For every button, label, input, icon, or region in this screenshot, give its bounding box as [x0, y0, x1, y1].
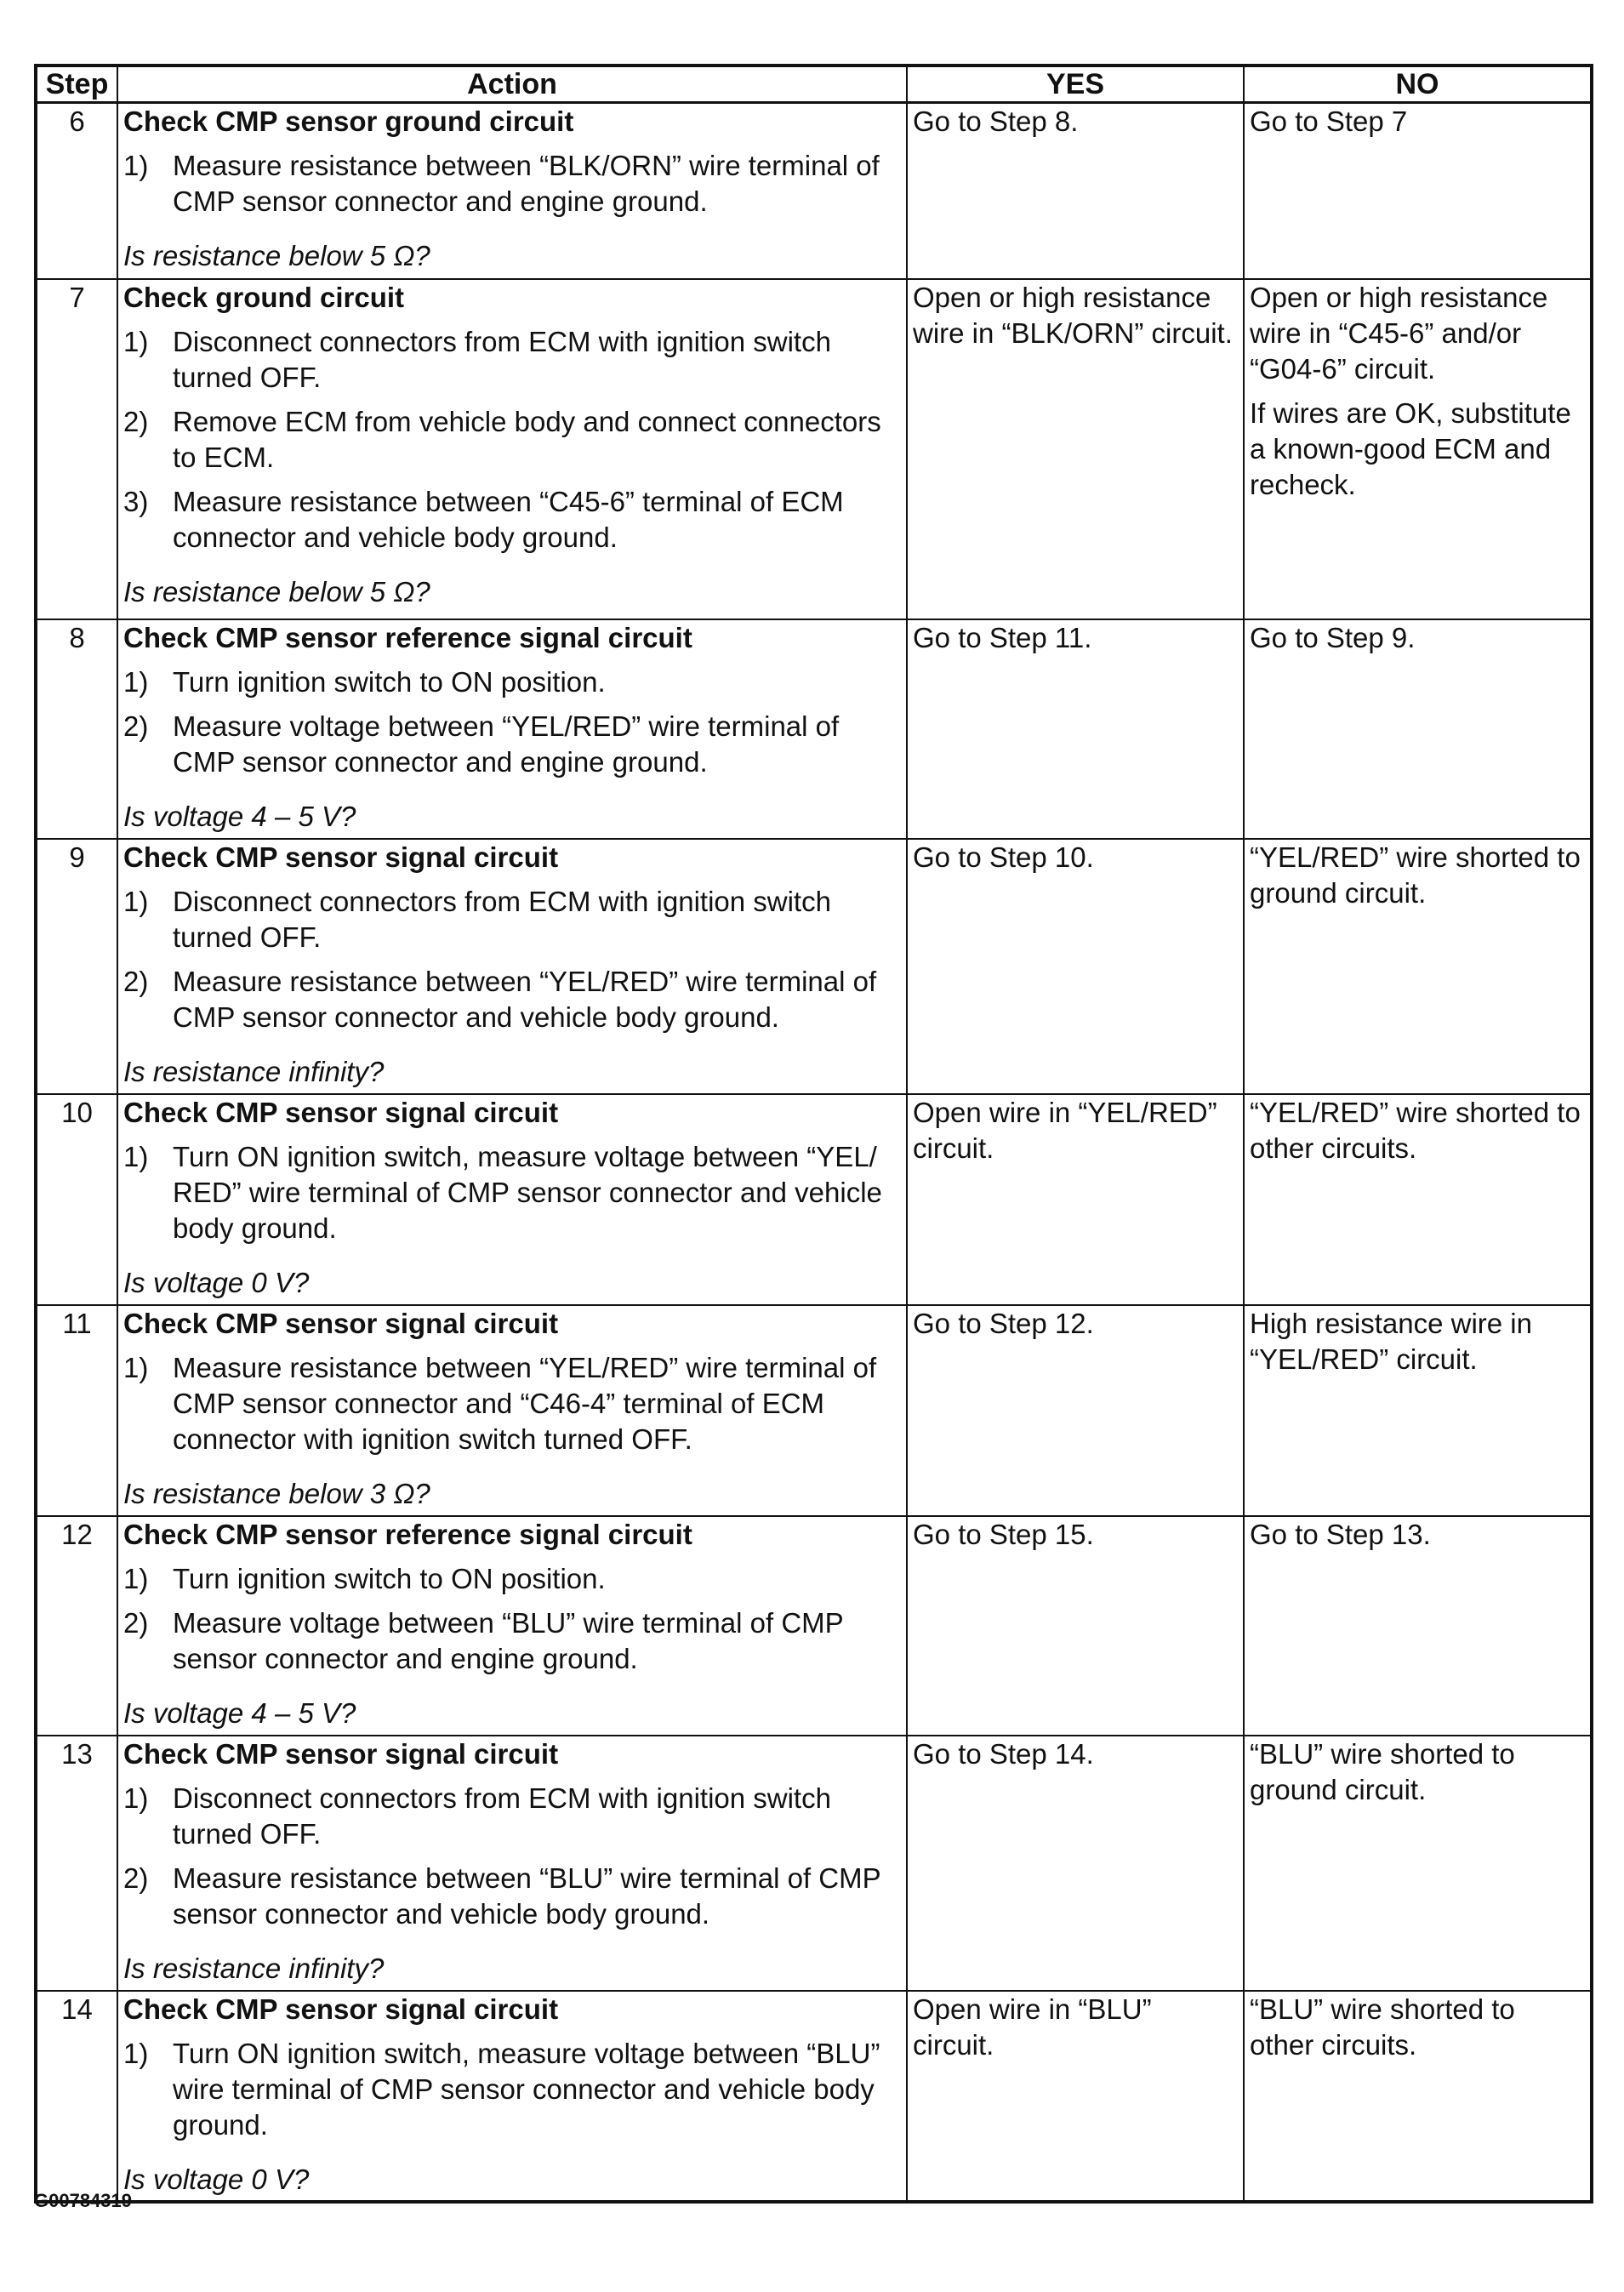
no-result	[1244, 103, 1592, 279]
action-title: Check CMP sensor reference signal circuit	[123, 1518, 692, 1550]
sub-step-text: Measure resistance between “YEL/RED” wire terminal of CMP sensor connector and “C46-4” terminal of ECM connector with ignition switch turned OFF.	[173, 1351, 877, 1455]
no-result	[1244, 619, 1592, 839]
sub-step	[123, 324, 903, 396]
yes-result: Go to Step 12.	[907, 1305, 1244, 1516]
sub-step-text: Measure voltage between “YEL/RED” wire terminal of CMP sensor connector and engine ground.	[173, 710, 840, 778]
step-column-header: Step	[36, 66, 117, 103]
no-result-line: “BLU” wire shorted to other circuits.	[1250, 1993, 1515, 2061]
sub-step-text: Measure resistance between “C45-6” terminal of ECM connector and vehicle body ground.	[173, 485, 844, 553]
check-question: Is voltage 4 – 5 V?	[123, 1696, 356, 1729]
yes-result: Go to Step 8.	[907, 103, 1244, 279]
table-row	[36, 1516, 1592, 1736]
yes-result: Open wire in “YEL/RED” circuit.	[907, 1094, 1244, 1305]
sub-step	[123, 1561, 903, 1597]
step-number: 10	[36, 1094, 117, 1305]
sub-step	[123, 2036, 903, 2143]
sub-step	[123, 884, 903, 955]
yes-result: Go to Step 10.	[907, 839, 1244, 1094]
action-title: Check CMP sensor signal circuit	[123, 1307, 559, 1339]
no-result-line: “BLU” wire shorted to ground circuit.	[1250, 1737, 1515, 1805]
yes-column-header: YES	[907, 66, 1244, 103]
table-row	[36, 1305, 1592, 1516]
action-title: Check ground circuit	[123, 281, 405, 313]
yes-result: Go to Step 15.	[907, 1516, 1244, 1736]
sub-step-number: 2)	[123, 1606, 149, 1639]
table-row	[36, 1736, 1592, 1991]
check-question: Is resistance below 5 Ω?	[123, 575, 430, 607]
sub-step	[123, 148, 903, 220]
action-cell	[117, 619, 907, 839]
no-result	[1244, 1516, 1592, 1736]
table-row	[36, 839, 1592, 1094]
sub-step-number: 1)	[123, 1782, 149, 1814]
step-number: 7	[36, 279, 117, 619]
sub-step-text: Remove ECM from vehicle body and connect connectors to ECM.	[173, 405, 881, 473]
yes-result: Open or high resistance wire in “BLK/ORN” circuit.	[907, 279, 1244, 619]
sub-step-number: 1)	[123, 325, 149, 357]
action-title: Check CMP sensor signal circuit	[123, 1737, 559, 1770]
no-result-line: Go to Step 9.	[1250, 621, 1416, 653]
step-number: 12	[36, 1516, 117, 1736]
figure-code: G00784319	[34, 2190, 132, 2211]
action-column-header: Action	[117, 66, 907, 103]
sub-step-text: Measure resistance between “BLK/ORN” wire terminal of CMP sensor connector and engine ground.	[173, 150, 880, 217]
yes-result: Go to Step 11.	[907, 619, 1244, 839]
sub-step-number: 2)	[123, 1862, 149, 1894]
no-result-line: Go to Step 13.	[1250, 1518, 1431, 1550]
sub-step	[123, 664, 903, 700]
sub-step-text: Measure voltage between “BLU” wire terminal of CMP sensor connector and engine ground.	[173, 1606, 844, 1674]
no-result-line: If wires are OK, substitute a known-good ECM and recheck.	[1250, 396, 1571, 500]
sub-step-number: 2)	[123, 405, 149, 437]
sub-step	[123, 484, 903, 556]
no-result	[1244, 1991, 1592, 2202]
sub-step-text: Disconnect connectors from ECM with ignition switch turned OFF.	[173, 1782, 831, 1850]
sub-step	[123, 1781, 903, 1852]
no-result	[1244, 1736, 1592, 1991]
action-cell	[117, 1516, 907, 1736]
no-result	[1244, 1305, 1592, 1516]
sub-step-text: Turn ON ignition switch, measure voltage between “BLU” wire terminal of CMP sensor connector and vehicle body ground.	[173, 2037, 880, 2141]
sub-step	[123, 709, 903, 780]
sub-step-number: 3)	[123, 485, 149, 517]
no-result-line: Open or high resistance wire in “C45-6” and/or “G04-6” circuit.	[1250, 281, 1548, 385]
step-number: 13	[36, 1736, 117, 1991]
action-title: Check CMP sensor signal circuit	[123, 1096, 559, 1128]
action-cell	[117, 1094, 907, 1305]
step-number: 14	[36, 1991, 117, 2202]
no-result-line: “YEL/RED” wire shorted to other circuits.	[1250, 1096, 1581, 1164]
table-header-row	[36, 66, 1592, 103]
action-cell	[117, 1991, 907, 2202]
yes-result: Go to Step 14.	[907, 1736, 1244, 1991]
step-number: 6	[36, 103, 117, 279]
sub-step-number: 1)	[123, 1140, 149, 1172]
table-row	[36, 279, 1592, 619]
step-number: 11	[36, 1305, 117, 1516]
yes-result: Open wire in “BLU” circuit.	[907, 1991, 1244, 2202]
sub-step	[123, 964, 903, 1035]
table-row	[36, 103, 1592, 279]
table-body	[36, 103, 1592, 2202]
step-number: 9	[36, 839, 117, 1094]
no-result-line: High resistance wire in “YEL/RED” circuit.	[1250, 1307, 1532, 1375]
sub-step-text: Disconnect connectors from ECM with ignition switch turned OFF.	[173, 325, 831, 393]
no-result	[1244, 839, 1592, 1094]
action-title: Check CMP sensor ground circuit	[123, 105, 574, 137]
troubleshooting-table	[34, 64, 1593, 2204]
sub-step-text: Measure resistance between “BLU” wire terminal of CMP sensor connector and vehicle body ground.	[173, 1862, 881, 1930]
table-row	[36, 1094, 1592, 1305]
sub-step-text: Measure resistance between “YEL/RED” wire terminal of CMP sensor connector and vehicle body ground.	[173, 965, 877, 1033]
step-number: 8	[36, 619, 117, 839]
sub-step-text: Turn ignition switch to ON position.	[173, 1562, 606, 1594]
check-question: Is resistance infinity?	[123, 1952, 385, 1984]
check-question: Is voltage 0 V?	[123, 1266, 310, 1298]
check-question: Is voltage 4 – 5 V?	[123, 800, 356, 832]
action-cell	[117, 839, 907, 1094]
action-cell	[117, 1305, 907, 1516]
sub-step	[123, 1350, 903, 1457]
sub-step-number: 2)	[123, 710, 149, 742]
action-title: Check CMP sensor signal circuit	[123, 1993, 559, 2025]
sub-step-number: 1)	[123, 665, 149, 698]
sub-step-number: 1)	[123, 1562, 149, 1594]
sub-step-text: Turn ON ignition switch, measure voltage between “YEL/ RED” wire terminal of CMP sensor connector and vehicle body ground.	[173, 1140, 882, 1244]
action-cell	[117, 1736, 907, 1991]
sub-step-text: Turn ignition switch to ON position.	[173, 665, 606, 698]
no-column-header: NO	[1244, 66, 1592, 103]
check-question: Is resistance below 5 Ω?	[123, 240, 430, 271]
no-result-line: “YEL/RED” wire shorted to ground circuit.	[1250, 841, 1581, 909]
sub-step-number: 1)	[123, 1351, 149, 1383]
sub-step-number: 1)	[123, 150, 149, 181]
no-result-line: Go to Step 7	[1250, 105, 1408, 137]
sub-step	[123, 1139, 903, 1246]
table-row	[36, 619, 1592, 839]
action-cell	[117, 279, 907, 619]
no-result	[1244, 279, 1592, 619]
sub-step	[123, 404, 903, 476]
table-row	[36, 1991, 1592, 2202]
sub-step-number: 1)	[123, 885, 149, 917]
sub-step-number: 2)	[123, 965, 149, 997]
sub-step-number: 1)	[123, 2037, 149, 2069]
check-question: Is voltage 0 V?	[123, 2163, 310, 2195]
no-result	[1244, 1094, 1592, 1305]
sub-step-text: Disconnect connectors from ECM with ignition switch turned OFF.	[173, 885, 831, 953]
check-question: Is resistance infinity?	[123, 1055, 385, 1087]
action-cell	[117, 103, 907, 279]
action-title: Check CMP sensor signal circuit	[123, 841, 559, 873]
sub-step	[123, 1605, 903, 1677]
sub-step	[123, 1861, 903, 1932]
action-title: Check CMP sensor reference signal circuit	[123, 621, 692, 653]
check-question: Is resistance below 3 Ω?	[123, 1477, 430, 1509]
